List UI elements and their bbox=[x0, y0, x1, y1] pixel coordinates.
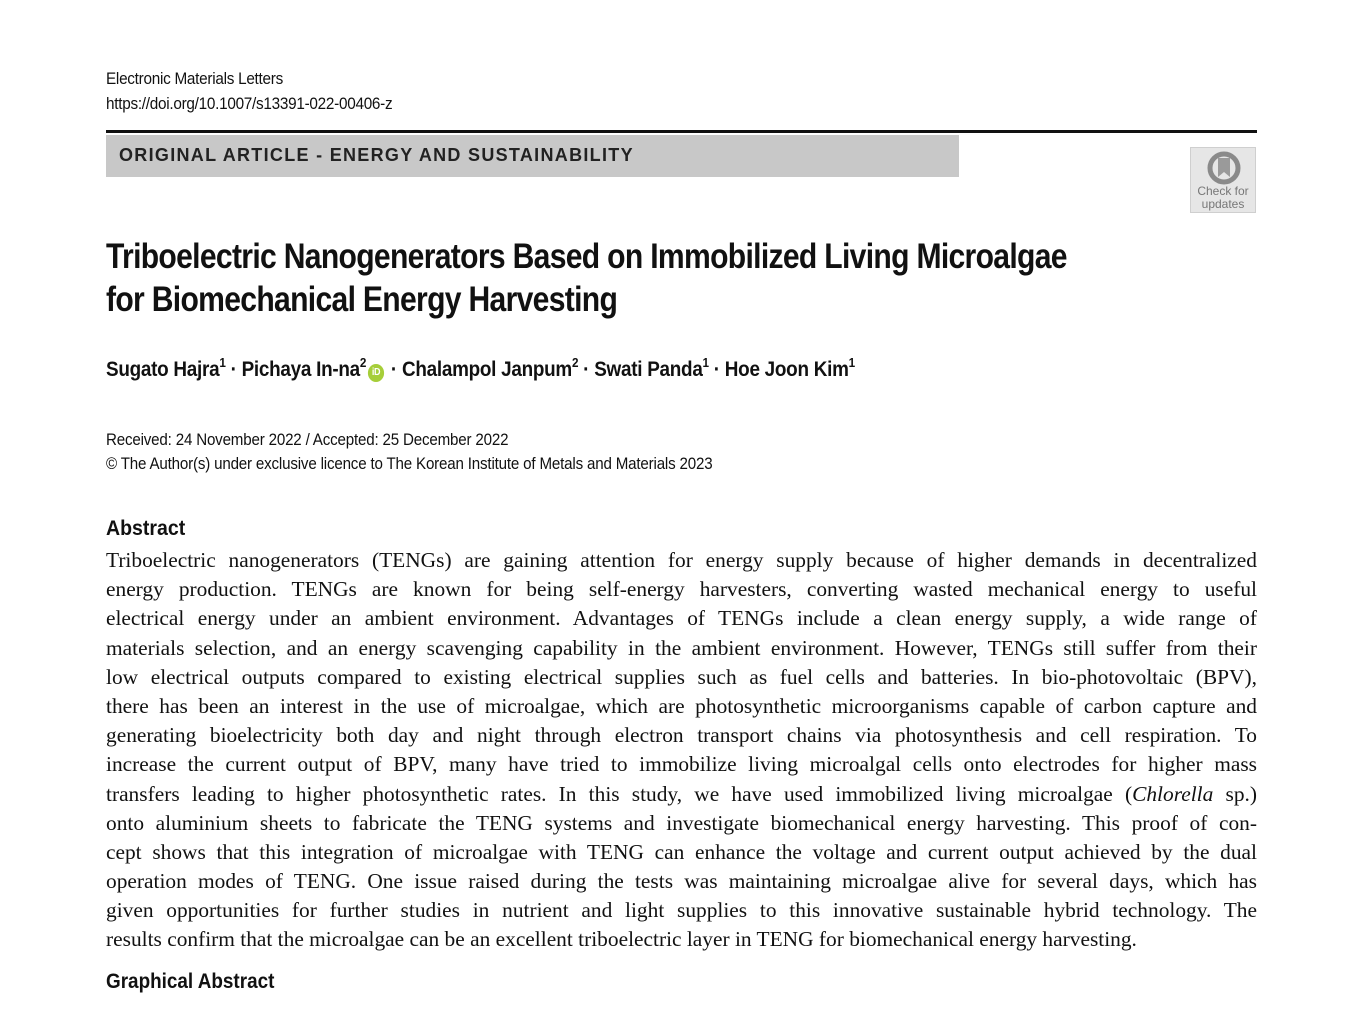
species-suffix: sp.) bbox=[1213, 781, 1257, 806]
check-updates-line1: Check for bbox=[1197, 184, 1249, 198]
author-separator: · bbox=[225, 358, 242, 381]
author-name[interactable]: Sugato Hajra bbox=[106, 358, 220, 381]
abstract-line-species bbox=[106, 780, 1257, 809]
author-separator: · bbox=[708, 358, 725, 381]
abstract-heading: Abstract bbox=[106, 517, 186, 540]
abstract-line: Triboelectric nanogenerators (TENGs) are gaining attention for energy supply because of higher demands in decentralized bbox=[106, 548, 1257, 572]
doi-link[interactable]: https://doi.org/10.1007/s13391-022-00406-z bbox=[106, 94, 393, 113]
abstract-line: increase the current output of BPV, many have tried to immobilize living microalgal cells onto electrodes for higher mass bbox=[106, 752, 1257, 777]
journal-name: Electronic Materials Letters bbox=[106, 69, 283, 88]
author-separator: · bbox=[385, 358, 402, 381]
article-title bbox=[106, 235, 1067, 321]
check-updates-icon bbox=[1207, 151, 1241, 185]
author-affiliation: 2 bbox=[571, 355, 579, 370]
author-name[interactable]: Pichaya In-na bbox=[241, 358, 360, 381]
author-name[interactable]: Hoe Joon Kim bbox=[724, 358, 849, 381]
abstract-line: operation modes of TENG. One issue raised during the tests was maintaining microalgae alive for several days, which has bbox=[106, 869, 1257, 894]
author-separator: · bbox=[578, 358, 595, 381]
abstract-body bbox=[106, 546, 1257, 955]
abstract-line: electrical energy under an ambient environment. Advantages of TENGs include a clean energy supply, a wide range of bbox=[106, 606, 1257, 631]
header-rule bbox=[106, 130, 1257, 133]
abstract-line: there has been an interest in the use of microalgae, which are photosynthetic microorganisms capable of carbon capture and bbox=[106, 693, 1257, 718]
check-updates-line2: updates bbox=[1201, 196, 1245, 211]
check-for-updates-button[interactable] bbox=[1190, 147, 1256, 213]
abstract-line: onto aluminium sheets to fabricate the TENG systems and investigate biomechanical energy harvesting. This proof of con- bbox=[106, 810, 1257, 835]
article-category-bar bbox=[106, 135, 959, 177]
species-name: Chlorella bbox=[1132, 781, 1214, 806]
author-name[interactable]: Swati Panda bbox=[594, 358, 703, 381]
abstract-line: energy production. TENGs are known for being self-energy harvesters, converting wasted mechanical energy to useful bbox=[106, 577, 1257, 602]
title-line-1: Triboelectric Nanogenerators Based on Immobilized Living Microalgae bbox=[106, 237, 1067, 276]
copyright-notice: © The Author(s) under exclusive licence to The Korean Institute of Metals and Materials 2023 bbox=[106, 454, 713, 473]
graphical-abstract-heading: Graphical Abstract bbox=[106, 970, 275, 993]
author-list bbox=[106, 355, 855, 382]
article-category-label: ORIGINAL ARTICLE - ENERGY AND SUSTAINABILITY bbox=[119, 145, 634, 165]
abstract-line: materials selection, and an energy scavenging capability in the ambient environment. However, TENGs still suffer from their bbox=[106, 635, 1257, 660]
received-accepted-dates: Received: 24 November 2022 / Accepted: 25 December 2022 bbox=[106, 430, 509, 449]
author-affiliation: 2 bbox=[359, 355, 367, 370]
title-line-2: for Biomechanical Energy Harvesting bbox=[106, 280, 618, 319]
abstract-line: results confirm that the microalgae can be an excellent triboelectric layer in TENG for biomechanical energy harvesting. bbox=[106, 927, 1137, 952]
orcid-icon[interactable]: iD bbox=[368, 364, 384, 382]
abstract-line: given opportunities for further studies in nutrient and light supplies to this innovative sustainable hybrid technology. The bbox=[106, 898, 1257, 923]
abstract-line: cept shows that this integration of microalgae with TENG can enhance the voltage and current output achieved by the dual bbox=[106, 839, 1257, 864]
author-affiliation: 1 bbox=[219, 355, 226, 370]
author-affiliation: 1 bbox=[702, 355, 709, 370]
author-affiliation: 1 bbox=[848, 355, 855, 370]
abstract-line-text: transfers leading to higher photosynthetic rates. In this study, we have used immobilized living microalgae ( bbox=[106, 781, 1133, 806]
author-name[interactable]: Chalampol Janpum bbox=[401, 358, 572, 381]
abstract-line: low electrical outputs compared to existing electrical supplies such as fuel cells and batteries. In bio-photovoltaic (BPV), bbox=[106, 664, 1257, 689]
abstract-line: generating bioelectricity both day and night through electron transport chains via photosynthesis and cell respiration. To bbox=[106, 723, 1257, 748]
